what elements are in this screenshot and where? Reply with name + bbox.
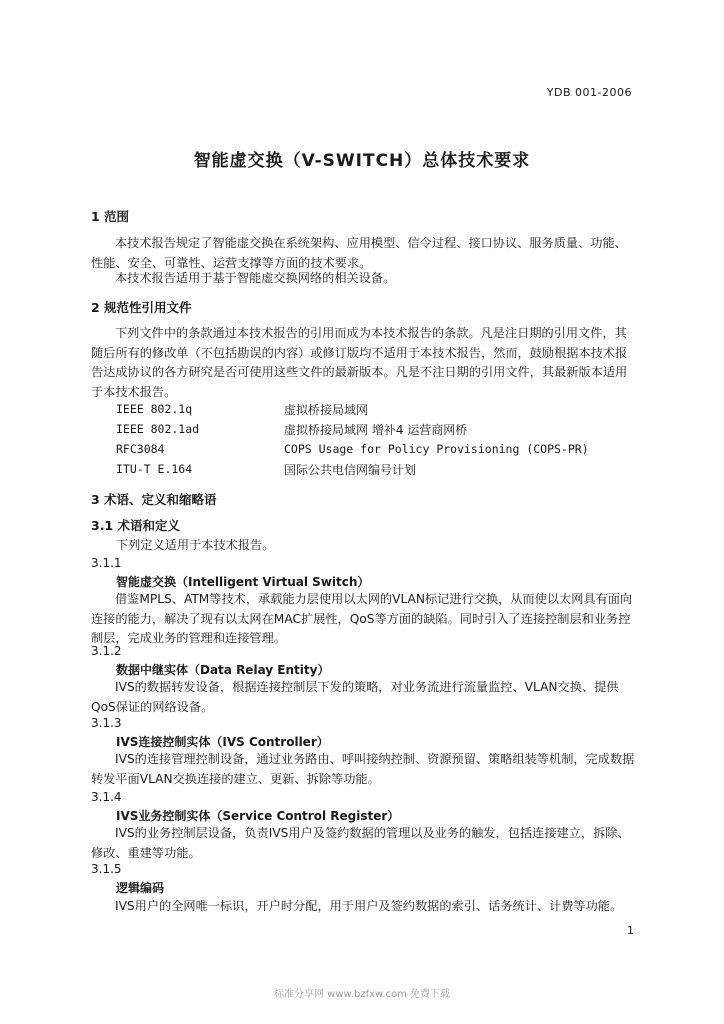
term-name: 智能虚交换（Intelligent Virtual Switch） (116, 575, 370, 589)
section-2-paragraph-1: 下列文件中的条款通过本技术报告的引用而成为本技术报告的条款。凡是注日期的引用文件，其随后所有的修改单（不包括勘误的内容）或修订版均不适用于本技术报告，然而，鼓励根据本技术报告达成协议的各方研究是否可使用这些文件的最新版本。凡是不注日期的引用文件，其最新版本适用于本技术报告。 (91, 326, 628, 399)
term-number: 3.1.1 (91, 556, 122, 570)
section-1-paragraph-2: 本技术报告适用于基于智能虚交换网络的相关设备。 (115, 271, 396, 285)
reference-code: RFC3084 (116, 442, 165, 456)
term-definition: IVS的数据转发设备，根据连接控制层下发的策略，对业务流进行流量监控、VLAN交换、提供QoS保证的网络设备。 (91, 680, 619, 714)
footer-watermark: 标准分享网 www.bzfxw.com 免费下载 (274, 989, 450, 1000)
term-definition: 借鉴MPLS、ATM等技术，承载能力层使用以太网的VLAN标记进行交换，从而使以太网具有面向连接的能力，解决了现有以太网在MAC扩展性，QoS等方面的缺陷。同时引入了连接控制层和业务控制层，完成业务的管理和连接管理。 (91, 592, 633, 645)
standard-code: YDB 001-2006 (546, 86, 632, 99)
reference-title: 虚拟桥接局域网 增补4 运营商网桥 (284, 423, 468, 437)
term-number: 3.1.2 (91, 644, 122, 658)
term-number: 3.1.4 (91, 790, 122, 804)
reference-code: ITU-T E.164 (116, 462, 193, 476)
section-3-1-heading: 3.1 术语和定义 (91, 518, 180, 533)
term-number: 3.1.3 (91, 716, 122, 730)
term-definition: IVS用户的全网唯一标识，开户时分配，用于用户及签约数据的索引、话务统计、计费等功能。 (115, 899, 623, 913)
reference-title: 虚拟桥接局域网 (284, 403, 369, 417)
section-2-heading: 2 规范性引用文件 (91, 300, 192, 315)
page-number: 1 (627, 924, 634, 937)
term-number: 3.1.5 (91, 862, 122, 876)
page-title: 智能虚交换（V-SWITCH）总体技术要求 (193, 151, 531, 171)
term-definition: IVS的业务控制层设备，负责IVS用户及签约数据的管理以及业务的触发，包括连接建立，拆除、修改、重建等功能。 (91, 826, 630, 860)
reference-title: COPS Usage for Policy Provisioning (COPS-PR) (284, 442, 589, 456)
term-name: 逻辑编码 (116, 881, 165, 895)
reference-title: 国际公共电信网编号计划 (284, 463, 417, 477)
section-3-1-intro: 下列定义适用于本技术报告。 (116, 538, 275, 552)
term-name: IVS连接控制实体（IVS Controller） (116, 735, 329, 749)
reference-code: IEEE 802.1q (116, 402, 193, 416)
section-1-heading: 1 范围 (91, 209, 130, 224)
section-1-paragraph-1: 本技术报告规定了智能虚交换在系统架构、应用模型、信令过程、接口协议、服务质量、功能、性能、安全、可靠性、运营支撑等方面的技术要求。 (91, 236, 627, 270)
term-definition: IVS的连接管理控制设备，通过业务路由、呼叫接纳控制、资源预留、策略组装等机制，完成数据转发平面VLAN交换连接的建立、更新、拆除等功能。 (91, 752, 635, 786)
reference-code: IEEE 802.1ad (116, 422, 200, 436)
section-3-heading: 3 术语、定义和缩略语 (91, 492, 217, 507)
term-name: IVS业务控制实体（Service Control Register） (116, 809, 400, 823)
term-name: 数据中继实体（Data Relay Entity） (116, 663, 330, 677)
